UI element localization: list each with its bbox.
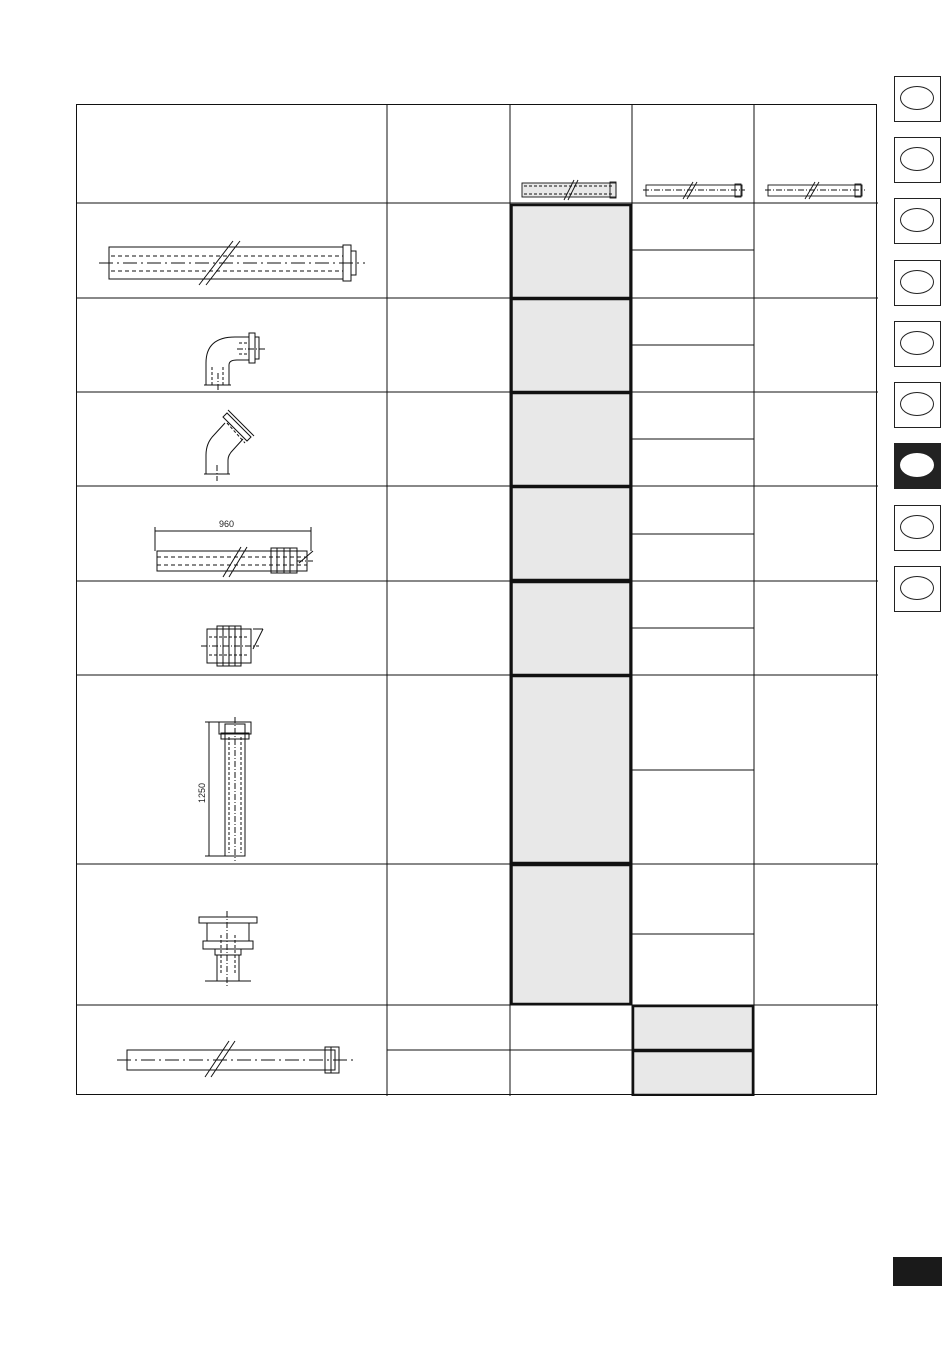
tab-oval-icon [900,331,934,355]
side-tab-2[interactable] [894,137,941,183]
tab-oval-icon [900,453,934,477]
elbow-90-drawing [204,333,265,390]
side-tab-9[interactable] [894,566,941,612]
coaxial-pipe-drawing [99,241,365,285]
side-tab-1[interactable] [894,76,941,122]
coupling-drawing [201,626,263,666]
parts-table-drawing [77,105,878,1096]
tab-oval-icon [900,208,934,232]
side-tab-7-active[interactable] [894,443,941,489]
parts-table [76,104,877,1095]
terminal-dimension-label: 1250 [197,782,207,803]
roof-flange-drawing [199,911,257,987]
tab-oval-icon [900,86,934,110]
tab-oval-icon [900,270,934,294]
vertical-terminal-drawing [205,717,251,861]
extension-drawing [155,527,313,577]
tab-oval-icon [900,515,934,539]
side-tab-3[interactable] [894,198,941,244]
tab-oval-icon [900,147,934,171]
elbow-45-drawing [204,410,254,481]
page-number-block [893,1257,942,1286]
tab-oval-icon [900,576,934,600]
side-tab-4[interactable] [894,260,941,306]
side-tab-8[interactable] [894,505,941,551]
side-tab-5[interactable] [894,321,941,367]
extension-dimension-label: 960 [219,519,235,529]
side-tab-6[interactable] [894,382,941,428]
tab-oval-icon [900,392,934,416]
header-pipe-icons [522,180,865,200]
single-pipe-drawing [117,1041,353,1077]
